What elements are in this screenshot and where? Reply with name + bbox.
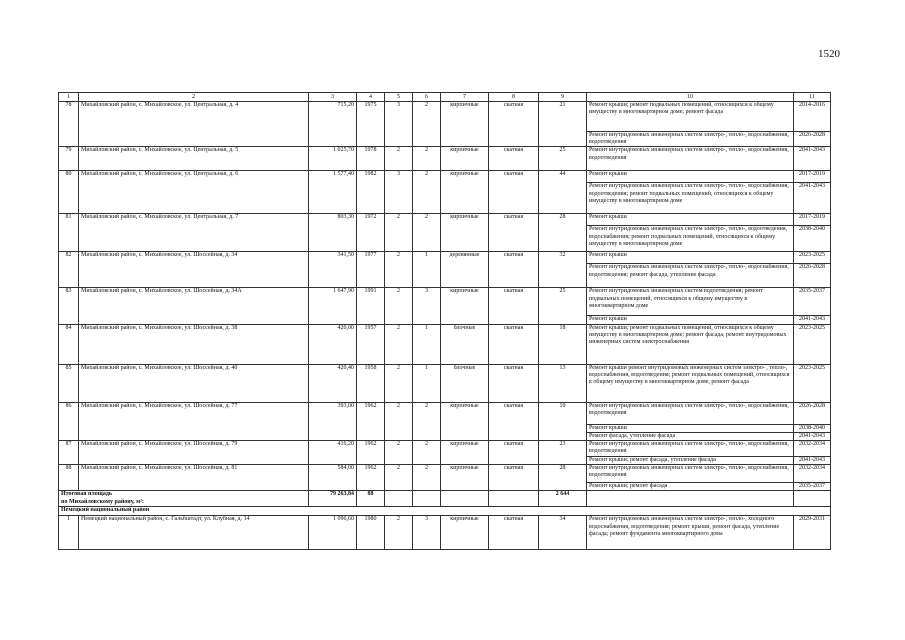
build-year: 1975	[357, 102, 385, 147]
empty-cell	[413, 491, 441, 507]
row-number: 1	[59, 516, 79, 550]
repair-period: 2035-2037	[794, 288, 831, 316]
row-number: 82	[59, 252, 79, 288]
column-9-value: 10	[539, 402, 587, 440]
total-label-line: Итоговая площадь	[61, 491, 113, 498]
floors-count: 2	[385, 465, 413, 491]
col-header: 9	[539, 93, 587, 102]
repair-work: Ремонт внутридомовых инженерных систем электро-, тепло-, водоснабжения, водоотведения	[587, 132, 794, 147]
capital-repair-table	[58, 92, 831, 550]
total-column-9: 2 644	[539, 491, 587, 507]
repair-work: Ремонт внутридомовых инженерных систем электро-, тепло-, холодного водоснабжения, водоотведения; ремонт крыши, ремонт фасада, утепление фасада; ремонт фундамента многоквартирного дома	[587, 516, 794, 550]
total-count: 88	[357, 491, 385, 507]
entrances-count: 2	[413, 402, 441, 440]
floors-count: 2	[385, 364, 413, 402]
table-row	[59, 441, 831, 457]
repair-work: Ремонт крыши	[587, 316, 794, 324]
repair-period: 2023-2025	[794, 324, 831, 364]
build-year: 1977	[357, 252, 385, 288]
floors-count: 2	[385, 147, 413, 171]
total-label	[59, 491, 309, 507]
repair-work: Ремонт крыши	[587, 252, 794, 264]
repair-work: Ремонт внутридомовых инженерных систем электро-, тепло-, водоснабжения, водоотведения	[587, 441, 794, 457]
build-year: 1991	[357, 288, 385, 324]
roof-type: скатная	[489, 441, 539, 465]
roof-type: скатная	[489, 288, 539, 324]
building-address: Михайловский район, с. Михайловское, ул. Шоссейная, д. 77	[79, 402, 309, 440]
total-area: 79 263,84	[309, 491, 357, 507]
repair-period: 2041-2043	[794, 147, 831, 171]
roof-type: скатная	[489, 402, 539, 440]
row-number: 79	[59, 147, 79, 171]
col-header: 5	[385, 93, 413, 102]
column-9-value: 21	[539, 102, 587, 147]
column-9-value: 18	[539, 324, 587, 364]
building-area: 715,20	[309, 102, 357, 147]
wall-material: деревянные	[441, 252, 489, 288]
roof-type: скатная	[489, 102, 539, 147]
repair-work: Ремонт крыши	[587, 171, 794, 183]
row-number: 88	[59, 465, 79, 491]
entrances-count: 2	[413, 214, 441, 252]
row-number: 87	[59, 441, 79, 465]
table-row	[59, 465, 831, 483]
build-year: 1962	[357, 465, 385, 491]
build-year: 1980	[357, 516, 385, 550]
building-area: 803,30	[309, 214, 357, 252]
entrances-count: 1	[413, 324, 441, 364]
build-year: 1982	[357, 171, 385, 214]
repair-period: 2035-2037	[794, 483, 831, 491]
table-row	[59, 147, 831, 171]
entrances-count: 2	[413, 147, 441, 171]
empty-cell	[794, 491, 831, 507]
wall-material: кирпичные	[441, 102, 489, 147]
building-address: Михайловский район, с. Михайловское, ул. Центральная, д. 7	[79, 214, 309, 252]
wall-material: кирпичные	[441, 214, 489, 252]
region-header-row	[59, 507, 831, 516]
build-year: 1958	[357, 364, 385, 402]
page-number: 1520	[818, 48, 840, 60]
roof-type: скатная	[489, 214, 539, 252]
wall-material: блочные	[441, 324, 489, 364]
column-9-value: 44	[539, 171, 587, 214]
repair-period: 2014-2016	[794, 102, 831, 132]
building-address: Михайловский район, с. Михайловское, ул. Шоссейная, д. 40	[79, 364, 309, 402]
table-row	[59, 288, 831, 316]
repair-work: Ремонт внутридомовых инженерных систем электро-, тепло-, водоснабжения, водоотведения	[587, 465, 794, 483]
column-9-value: 28	[539, 214, 587, 252]
empty-cell	[441, 491, 489, 507]
repair-period: 2026-2028	[794, 132, 831, 147]
repair-period: 2017-2019	[794, 171, 831, 183]
repair-period: 2023-2025	[794, 364, 831, 402]
repair-period: 2041-2043	[794, 183, 831, 214]
col-header: 6	[413, 93, 441, 102]
repair-period: 2023-2025	[794, 252, 831, 264]
col-header: 1	[59, 93, 79, 102]
floors-count: 2	[385, 516, 413, 550]
region-name: Немецкий национальный район	[59, 507, 831, 516]
building-address: Немецкий национальный район, с. Гальбштадт, ул. Клубная, д. 14	[79, 516, 309, 550]
column-9-value: 13	[539, 364, 587, 402]
floors-count: 2	[385, 288, 413, 324]
building-area: 1 647,90	[309, 288, 357, 324]
row-number: 78	[59, 102, 79, 147]
district-total-row	[59, 491, 831, 507]
building-address: Михайловский район, с. Михайловское, ул. Шоссейная, д. 38	[79, 324, 309, 364]
col-header: 11	[794, 93, 831, 102]
floors-count: 2	[385, 441, 413, 465]
row-number: 80	[59, 171, 79, 214]
repair-work: Ремонт крыши; ремонт подвальных помещений, относящихся к общему имуществу в многоквартирном доме; ремонт фасада, ремонт внутридомовых инженерных систем электроснабжения	[587, 324, 794, 364]
roof-type: скатная	[489, 252, 539, 288]
repair-period: 2041-2043	[794, 432, 831, 440]
row-number: 83	[59, 288, 79, 324]
col-header: 10	[587, 93, 794, 102]
floors-count: 2	[385, 324, 413, 364]
table-row	[59, 171, 831, 183]
entrances-count: 2	[413, 441, 441, 465]
floors-count: 3	[385, 102, 413, 147]
row-number: 81	[59, 214, 79, 252]
building-area: 341,50	[309, 252, 357, 288]
repair-period: 2032-2034	[794, 441, 831, 457]
empty-cell	[587, 491, 794, 507]
wall-material: кирпичные	[441, 516, 489, 550]
building-address: Михайловский район, с. Михайловское, ул. Шоссейная, д. 34А	[79, 288, 309, 324]
building-address: Михайловский район, с. Михайловское, ул. Центральная, д. 6	[79, 171, 309, 214]
repair-work: Ремонт крыши ремонт внутридомовых инженерных систем электро- , тепло-, водоснабжения, водоотведения; ремонт подвальных помещений, относящихся к общему имуществу в многоквартирном доме, ремонт фасада	[587, 364, 794, 402]
total-label-line: по Михайловскому району, м²:	[61, 498, 145, 505]
table-row	[59, 402, 831, 424]
wall-material: блочные	[441, 364, 489, 402]
repair-work: Ремонт внутридомовых инженерных систем электро-, тепло-, водоснабжения, водоотведения	[587, 402, 794, 424]
wall-material: кирпичные	[441, 441, 489, 465]
repair-work: Ремонт внутридомовых инженерных систем электро-, тепло-, водоснабжения, водоотведения; ремонт подвальных помещений, относящихся к общему имуществу в многоквартирном доме	[587, 183, 794, 214]
building-area: 1 096,60	[309, 516, 357, 550]
floors-count: 2	[385, 214, 413, 252]
repair-period: 2041-2043	[794, 457, 831, 465]
col-header: 3	[309, 93, 357, 102]
column-9-value: 28	[539, 465, 587, 491]
repair-work: Ремонт внутридомовых инженерных систем электро-, тепло-, водоснабжения, водоотведения; ремонт фасада, утепление фасада	[587, 264, 794, 288]
repair-period: 2029-2031	[794, 516, 831, 550]
column-number-row	[59, 93, 831, 102]
building-address: Михайловский район, с. Михайловское, ул. Центральная, д. 4	[79, 102, 309, 147]
repair-work: Ремонт внутридомовых инженерных систем электро-, тепло-, водоотведения, водоснабжения; ремонт подвальных помещений, относящихся к общему имуществу в многоквартирном доме	[587, 226, 794, 252]
building-area: 420,40	[309, 364, 357, 402]
floors-count: 2	[385, 252, 413, 288]
col-header: 2	[79, 93, 309, 102]
column-9-value: 23	[539, 441, 587, 465]
building-area: 393,00	[309, 402, 357, 440]
column-9-value: 25	[539, 147, 587, 171]
repair-period: 2032-2034	[794, 465, 831, 483]
build-year: 1962	[357, 402, 385, 440]
table-row	[59, 324, 831, 364]
repair-work: Ремонт фасада, утепление фасада	[587, 432, 794, 440]
repair-work: Ремонт внутридомовых инженерных систем электро-, тепло-, водоснабжения, водоотведения	[587, 147, 794, 171]
repair-period: 2017-2019	[794, 214, 831, 226]
entrances-count: 3	[413, 516, 441, 550]
wall-material: кирпичные	[441, 402, 489, 440]
row-number: 85	[59, 364, 79, 402]
entrances-count: 2	[413, 465, 441, 491]
roof-type: скатная	[489, 324, 539, 364]
table-row	[59, 364, 831, 402]
empty-cell	[489, 491, 539, 507]
building-address: Михайловский район, с. Михайловское, ул. Шоссейная, д. 79	[79, 441, 309, 465]
column-9-value: 32	[539, 252, 587, 288]
build-year: 1978	[357, 147, 385, 171]
col-header: 7	[441, 93, 489, 102]
floors-count: 3	[385, 171, 413, 214]
entrances-count: 2	[413, 102, 441, 147]
repair-work: Ремонт внутридомовых инженерных систем водоотведения; ремонт подвальных помещений, относящихся к общему имуществу в многоквартирном доме	[587, 288, 794, 316]
repair-work: Ремонт крыши	[587, 214, 794, 226]
roof-type: скатная	[489, 516, 539, 550]
column-9-value: 34	[539, 516, 587, 550]
wall-material: кирпичные	[441, 288, 489, 324]
col-header: 8	[489, 93, 539, 102]
entrances-count: 2	[413, 171, 441, 214]
wall-material: кирпичные	[441, 147, 489, 171]
building-area: 584,00	[309, 465, 357, 491]
row-number: 84	[59, 324, 79, 364]
repair-work: Ремонт крыши	[587, 424, 794, 432]
building-address: Михайловский район, с. Михайловское, ул. Шоссейная, д. 81	[79, 465, 309, 491]
table-row	[59, 214, 831, 226]
row-number: 86	[59, 402, 79, 440]
table-row	[59, 516, 831, 550]
repair-work: Ремонт крыши; ремонт подвальных помещений, относящихся к общему имуществу в многоквартирном доме; ремонт фасада	[587, 102, 794, 132]
repair-work: Ремонт крыши; ремонт фасада	[587, 483, 794, 491]
repair-period: 2026-2028	[794, 402, 831, 424]
building-address: Михайловский район, с. Михайловское, ул. Шоссейная, д. 34	[79, 252, 309, 288]
building-area: 1 577,40	[309, 171, 357, 214]
repair-period: 2041-2043	[794, 316, 831, 324]
repair-period: 2026-2028	[794, 264, 831, 288]
col-header: 4	[357, 93, 385, 102]
building-address: Михайловский район, с. Михайловское, ул. Центральная, д. 5	[79, 147, 309, 171]
wall-material: кирпичные	[441, 171, 489, 214]
build-year: 1972	[357, 214, 385, 252]
repair-period: 2038-2040	[794, 424, 831, 432]
build-year: 1962	[357, 441, 385, 465]
entrances-count: 1	[413, 252, 441, 288]
table-body	[59, 93, 831, 550]
roof-type: скатная	[489, 171, 539, 214]
entrances-count: 3	[413, 288, 441, 324]
repair-period: 2038-2040	[794, 226, 831, 252]
table-row	[59, 252, 831, 264]
repair-work: Ремонт крыши; ремонт фасада, утепление фасада	[587, 457, 794, 465]
build-year: 1957	[357, 324, 385, 364]
table-row	[59, 102, 831, 132]
building-area: 420,00	[309, 324, 357, 364]
roof-type: скатная	[489, 147, 539, 171]
roof-type: скатная	[489, 364, 539, 402]
roof-type: скатная	[489, 465, 539, 491]
column-9-value: 25	[539, 288, 587, 324]
wall-material: кирпичные	[441, 465, 489, 491]
building-area: 416,20	[309, 441, 357, 465]
building-area: 1 025,70	[309, 147, 357, 171]
empty-cell	[385, 491, 413, 507]
floors-count: 2	[385, 402, 413, 440]
entrances-count: 1	[413, 364, 441, 402]
